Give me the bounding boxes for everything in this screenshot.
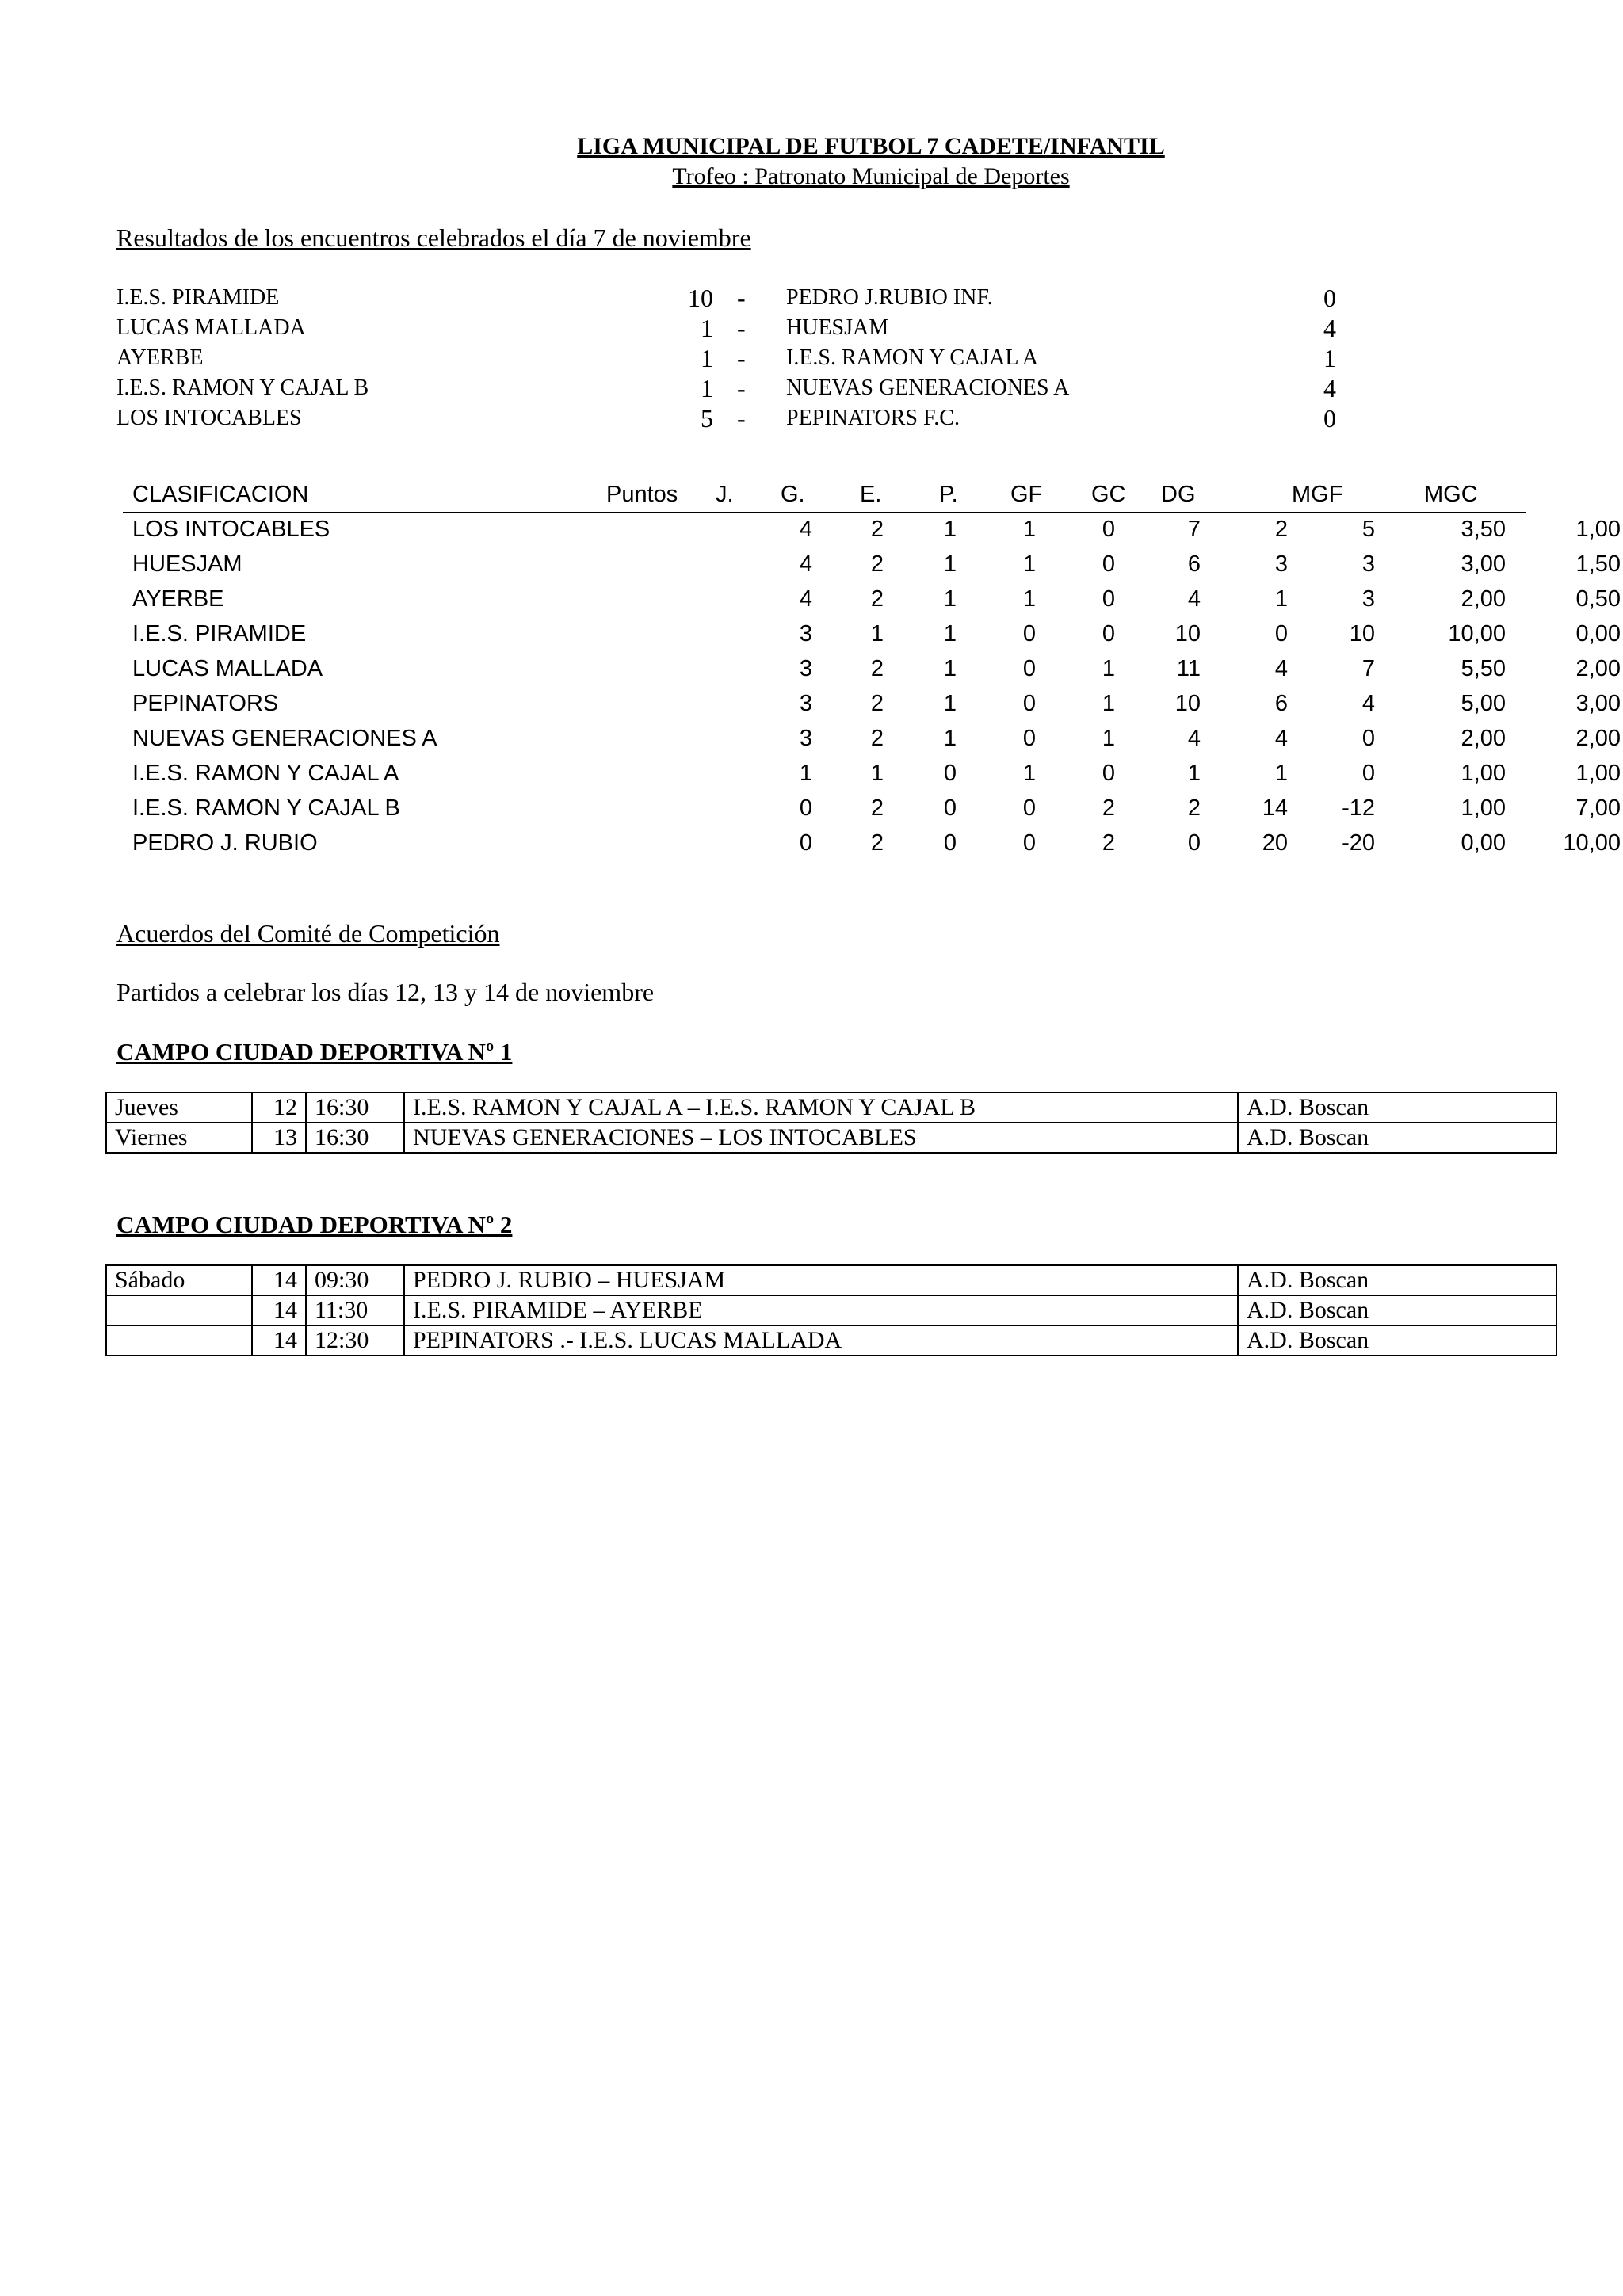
col-goals-against: GC [1091, 482, 1126, 507]
standing-goal-diff: -20 [1342, 830, 1375, 856]
standing-team: I.E.S. PIRAMIDE [132, 621, 307, 646]
standing-goals-against: 4 [1274, 656, 1288, 681]
game-day [106, 1295, 252, 1325]
standing-lost: 0 [1102, 517, 1115, 542]
standings-row [123, 653, 1621, 688]
away-score: 1 [1323, 344, 1336, 372]
standing-goal-diff: 5 [1361, 517, 1375, 542]
standing-goals-for: 2 [1187, 795, 1201, 821]
game-day [106, 1325, 252, 1356]
standing-lost: 0 [1102, 551, 1115, 577]
standing-points: 1 [799, 761, 812, 786]
standing-lost: 1 [1102, 656, 1115, 681]
col-drawn: E. [860, 482, 882, 507]
standing-goal-diff: 0 [1361, 726, 1375, 751]
game-match: I.E.S. PIRAMIDE – AYERBE [404, 1295, 1238, 1325]
standing-avg-against: 2,00 [1575, 726, 1621, 751]
standing-goals-for: 0 [1187, 830, 1201, 856]
standing-played: 2 [870, 586, 884, 612]
standing-goals-against: 14 [1262, 795, 1288, 821]
game-day: Sábado [106, 1265, 252, 1295]
standing-points: 4 [799, 586, 812, 612]
standing-goals-for: 10 [1174, 691, 1201, 716]
game-time: 09:30 [306, 1265, 404, 1295]
away-team: PEDRO J.RUBIO INF. [786, 285, 993, 310]
home-team: LUCAS MALLADA [116, 315, 306, 340]
standing-lost: 2 [1102, 795, 1115, 821]
standing-won: 1 [943, 517, 957, 542]
standing-won: 0 [943, 830, 957, 856]
standing-goals-against: 4 [1274, 726, 1288, 751]
field2-title: CAMPO CIUDAD DEPORTIVA Nº 2 [116, 1211, 513, 1238]
standings-row [123, 548, 1621, 583]
away-score: 4 [1323, 374, 1336, 402]
standing-points: 0 [799, 795, 812, 821]
standing-won: 1 [943, 586, 957, 612]
standing-won: 1 [943, 726, 957, 751]
home-team: I.E.S. PIRAMIDE [116, 285, 280, 310]
standing-goal-diff: 4 [1361, 691, 1375, 716]
standings-row [123, 583, 1621, 618]
standing-drawn: 1 [1022, 517, 1036, 542]
standing-goal-diff: -12 [1342, 795, 1375, 821]
standing-goals-for: 11 [1176, 656, 1201, 681]
standing-played: 2 [870, 656, 884, 681]
col-avg-for: MGF [1292, 482, 1343, 507]
col-points: Puntos [606, 482, 678, 507]
game-referee: A.D. Boscan [1238, 1265, 1556, 1295]
standing-lost: 2 [1102, 830, 1115, 856]
standing-lost: 0 [1102, 586, 1115, 612]
standing-played: 2 [870, 830, 884, 856]
standing-drawn: 0 [1022, 726, 1036, 751]
standing-goals-against: 1 [1274, 761, 1288, 786]
standing-points: 3 [799, 726, 812, 751]
standing-played: 2 [870, 691, 884, 716]
standing-goals-for: 6 [1187, 551, 1201, 577]
game-match: NUEVAS GENERACIONES – LOS INTOCABLES [404, 1123, 1238, 1153]
standing-points: 4 [799, 551, 812, 577]
standing-avg-against: 1,50 [1575, 551, 1621, 577]
standing-goals-against: 2 [1274, 517, 1288, 542]
col-goals-for: GF [1010, 482, 1043, 507]
standing-avg-against: 10,00 [1563, 830, 1621, 856]
game-referee: A.D. Boscan [1238, 1295, 1556, 1325]
standing-goals-against: 0 [1274, 621, 1288, 646]
score-separator: - [737, 314, 746, 342]
col-played: J. [716, 482, 734, 507]
game-date: 12 [252, 1093, 306, 1123]
game-match: PEDRO J. RUBIO – HUESJAM [404, 1265, 1238, 1295]
game-date: 14 [252, 1295, 306, 1325]
standing-avg-for: 2,00 [1461, 726, 1506, 751]
standing-points: 3 [799, 621, 812, 646]
standing-lost: 0 [1102, 621, 1115, 646]
standing-points: 4 [799, 517, 812, 542]
upcoming-heading: Partidos a celebrar los días 12, 13 y 14 de noviembre [116, 978, 655, 1006]
result-row [0, 376, 1623, 406]
standing-won: 1 [943, 621, 957, 646]
standing-points: 3 [799, 691, 812, 716]
away-team: NUEVAS GENERACIONES A [786, 376, 1070, 400]
standing-lost: 0 [1102, 761, 1115, 786]
standing-team: LOS INTOCABLES [132, 517, 330, 542]
standings-row [123, 757, 1621, 792]
committee-heading: Acuerdos del Comité de Competición [116, 919, 500, 948]
standing-won: 0 [943, 795, 957, 821]
result-row [0, 345, 1623, 376]
standing-goals-for: 4 [1187, 726, 1201, 751]
schedule-row [106, 1093, 1556, 1123]
schedule-row [106, 1295, 1556, 1325]
game-time: 16:30 [306, 1093, 404, 1123]
standing-drawn: 0 [1022, 830, 1036, 856]
standings-row [123, 513, 1621, 548]
away-score: 0 [1323, 284, 1336, 312]
schedule-row [106, 1123, 1556, 1153]
score-separator: - [737, 344, 746, 372]
col-lost: P. [939, 482, 958, 507]
standing-drawn: 1 [1022, 761, 1036, 786]
standings-row [123, 723, 1621, 757]
result-row [0, 285, 1623, 315]
away-team: HUESJAM [786, 315, 889, 340]
standing-goal-diff: 0 [1361, 761, 1375, 786]
game-referee: A.D. Boscan [1238, 1093, 1556, 1123]
standing-avg-against: 1,00 [1575, 517, 1621, 542]
standing-goal-diff: 3 [1361, 586, 1375, 612]
standing-drawn: 0 [1022, 621, 1036, 646]
standing-team: NUEVAS GENERACIONES A [132, 726, 437, 751]
col-avg-against: MGC [1424, 482, 1478, 507]
game-time: 12:30 [306, 1325, 404, 1356]
result-row [0, 315, 1623, 345]
standing-team: HUESJAM [132, 551, 242, 577]
page-subtitle: Trofeo : Patronato Municipal de Deportes [672, 163, 1070, 189]
field2-schedule [105, 1264, 1557, 1356]
field1-title: CAMPO CIUDAD DEPORTIVA Nº 1 [116, 1038, 513, 1066]
standing-goals-for: 10 [1174, 621, 1201, 646]
standing-team: PEDRO J. RUBIO [132, 830, 318, 856]
standing-played: 2 [870, 795, 884, 821]
standing-avg-for: 5,50 [1461, 656, 1506, 681]
home-score: 5 [701, 404, 713, 433]
standing-team: I.E.S. RAMON Y CAJAL A [132, 761, 399, 786]
standing-avg-against: 0,00 [1575, 621, 1621, 646]
game-time: 11:30 [306, 1295, 404, 1325]
standing-avg-for: 5,00 [1461, 691, 1506, 716]
standing-points: 3 [799, 656, 812, 681]
page-title: LIGA MUNICIPAL DE FUTBOL 7 CADETE/INFANTIL [577, 133, 1165, 159]
standing-goal-diff: 7 [1361, 656, 1375, 681]
standing-played: 2 [870, 551, 884, 577]
col-won: G. [781, 482, 805, 507]
standings-table [123, 479, 1621, 862]
standings-body [123, 513, 1621, 862]
standing-played: 1 [870, 621, 884, 646]
score-separator: - [737, 284, 746, 312]
standing-goals-against: 6 [1274, 691, 1288, 716]
standing-goals-against: 1 [1274, 586, 1288, 612]
game-match: PEPINATORS .- I.E.S. LUCAS MALLADA [404, 1325, 1238, 1356]
game-date: 13 [252, 1123, 306, 1153]
standing-avg-against: 7,00 [1575, 795, 1621, 821]
standing-drawn: 1 [1022, 586, 1036, 612]
home-score: 1 [701, 314, 713, 342]
standing-avg-for: 1,00 [1461, 761, 1506, 786]
standing-won: 1 [943, 656, 957, 681]
score-separator: - [737, 374, 746, 402]
standing-goal-diff: 3 [1361, 551, 1375, 577]
away-team: I.E.S. RAMON Y CAJAL A [786, 345, 1039, 370]
standing-played: 1 [870, 761, 884, 786]
home-team: AYERBE [116, 345, 204, 370]
game-referee: A.D. Boscan [1238, 1325, 1556, 1356]
standing-goals-for: 4 [1187, 586, 1201, 612]
standing-goals-against: 20 [1262, 830, 1288, 856]
game-referee: A.D. Boscan [1238, 1123, 1556, 1153]
standing-team: I.E.S. RAMON Y CAJAL B [132, 795, 400, 821]
standing-played: 2 [870, 517, 884, 542]
standings-header [123, 479, 1526, 513]
home-score: 1 [701, 344, 713, 372]
col-goal-diff: DG [1161, 482, 1196, 507]
standing-won: 0 [943, 761, 957, 786]
col-team: CLASIFICACION [132, 482, 309, 507]
game-date: 14 [252, 1265, 306, 1295]
field1-schedule [105, 1092, 1557, 1154]
standing-points: 0 [799, 830, 812, 856]
standing-goals-for: 1 [1187, 761, 1201, 786]
standings-row [123, 618, 1621, 653]
standing-drawn: 0 [1022, 656, 1036, 681]
standing-avg-against: 0,50 [1575, 586, 1621, 612]
away-score: 0 [1323, 404, 1336, 433]
game-day: Viernes [106, 1123, 252, 1153]
standing-avg-for: 3,00 [1461, 551, 1506, 577]
home-score: 10 [688, 284, 713, 312]
home-team: I.E.S. RAMON Y CAJAL B [116, 376, 369, 400]
game-match: I.E.S. RAMON Y CAJAL A – I.E.S. RAMON Y CAJAL B [404, 1093, 1238, 1123]
score-separator: - [737, 404, 746, 433]
standing-goals-against: 3 [1274, 551, 1288, 577]
standing-won: 1 [943, 551, 957, 577]
result-row [0, 406, 1623, 436]
standing-avg-for: 10,00 [1448, 621, 1506, 646]
standing-avg-against: 3,00 [1575, 691, 1621, 716]
game-day: Jueves [106, 1093, 252, 1123]
standing-goals-for: 7 [1187, 517, 1201, 542]
standing-drawn: 1 [1022, 551, 1036, 577]
standings-row [123, 827, 1621, 862]
standing-avg-for: 0,00 [1461, 830, 1506, 856]
standings-row [123, 792, 1621, 827]
standing-team: LUCAS MALLADA [132, 656, 323, 681]
standing-avg-for: 1,00 [1461, 795, 1506, 821]
standing-lost: 1 [1102, 691, 1115, 716]
standing-team: PEPINATORS [132, 691, 279, 716]
away-score: 4 [1323, 314, 1336, 342]
home-score: 1 [701, 374, 713, 402]
game-date: 14 [252, 1325, 306, 1356]
game-time: 16:30 [306, 1123, 404, 1153]
standing-drawn: 0 [1022, 795, 1036, 821]
standing-won: 1 [943, 691, 957, 716]
standing-avg-against: 1,00 [1575, 761, 1621, 786]
standing-lost: 1 [1102, 726, 1115, 751]
standing-goal-diff: 10 [1349, 621, 1375, 646]
standing-avg-for: 2,00 [1461, 586, 1506, 612]
schedule-row [106, 1265, 1556, 1295]
away-team: PEPINATORS F.C. [786, 406, 960, 430]
standings-row [123, 688, 1621, 723]
standing-avg-for: 3,50 [1461, 517, 1506, 542]
standing-team: AYERBE [132, 586, 224, 612]
standing-drawn: 0 [1022, 691, 1036, 716]
standing-avg-against: 2,00 [1575, 656, 1621, 681]
results-heading: Resultados de los encuentros celebrados el día 7 de noviembre [116, 223, 751, 252]
schedule-row [106, 1325, 1556, 1356]
standing-played: 2 [870, 726, 884, 751]
home-team: LOS INTOCABLES [116, 406, 302, 430]
